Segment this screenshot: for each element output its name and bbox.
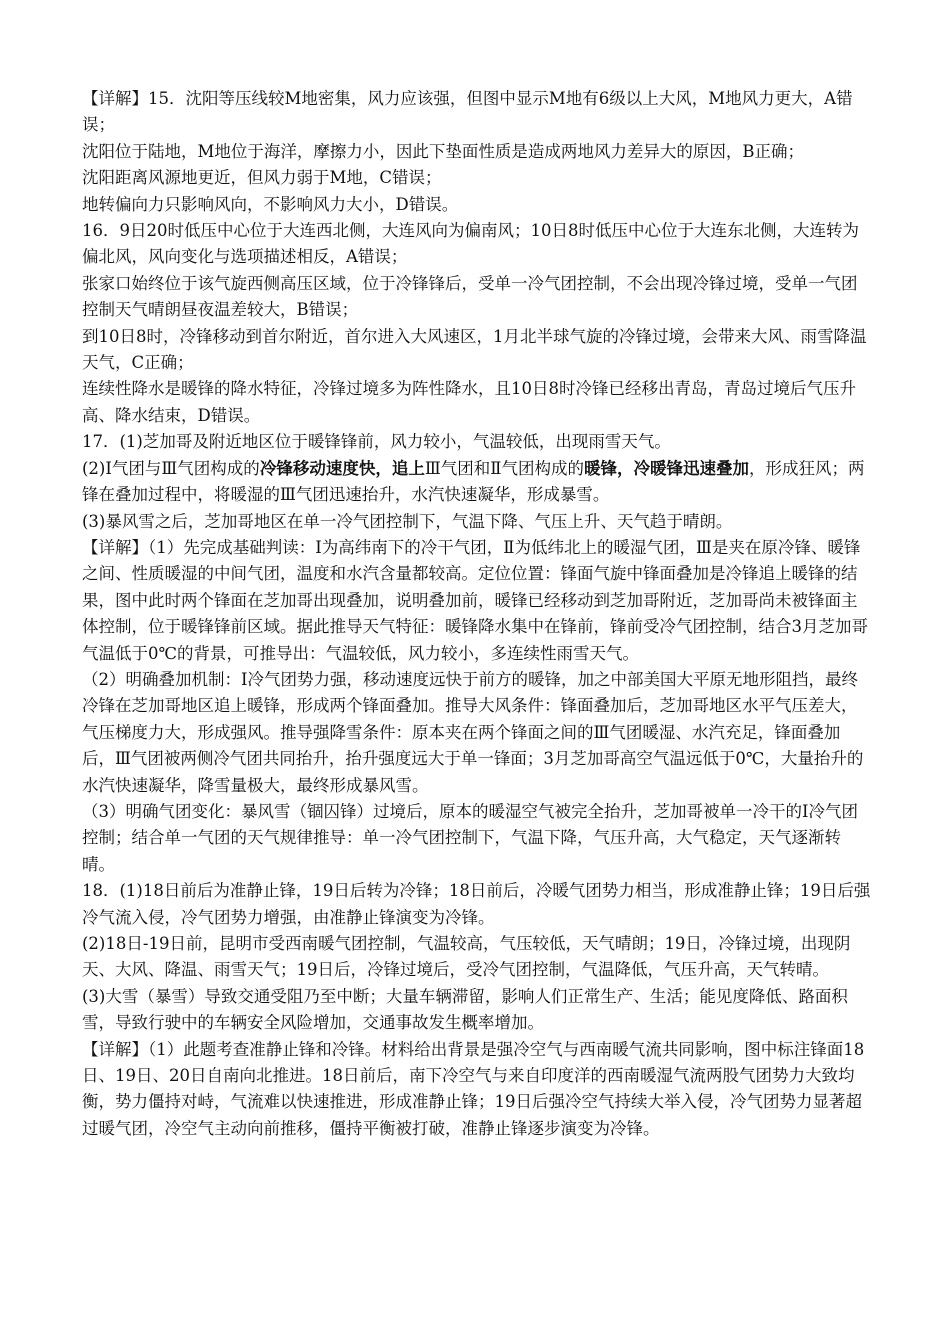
answer-15-explanation-c: 沈阳距离风源地更近，但风力弱于M地，C错误； <box>82 168 442 188</box>
answer-18-detail-1: 【详解】（1）此题考查准静止锋和冷锋。材料给出背景是强冷空气与西南暖气流共同影响，图中标注锋面18日、19日、20日自南向北推进。18日前后，南下冷空气与来自印度洋的西南暖湿气流两股气团势力大致均衡，势力僵持对峙，气流难以快速推进，形成准静止锋；19日后强冷空气持续大举入侵，冷气团势力显著超过暖气团，冷空气主动向前推移，僵持平衡被打破，准静止锋逐步演变为冷锋。 <box>82 1039 865 1138</box>
answer-17-part-2-bold: ， <box>616 458 634 478</box>
answer-17-part-3: (3)暴风雪之后，芝加哥地区在单一冷气团控制下，气温下降、气压上升、天气趋于晴朗。 <box>82 511 733 531</box>
answer-17-detail-2: （2）明确叠加机制：Ⅰ冷气团势力强，移动速度远快于前方的暖锋，加之中部美国大平原无地形阻挡，最终冷锋在芝加哥地区追上暖锋，形成两个锋面叠加。推导大风条件：锋面叠加后，芝加哥地区水平气压差大，气压梯度力大，形成强风。推导强降雪条件：原本夹在两个锋面之间的Ⅲ气团暖湿、水汽充足，锋面叠加后，Ⅲ气团被两侧冷气团共同抬升，抬升强度远大于单一锋面；3月芝加哥高空气温远低于0℃，大量抬升的水汽快速凝华，降雪量极大，最终形成暴风雪。 <box>82 669 864 795</box>
answer-18-part-1: 18．(1)18日前后为准静止锋，19日后转为冷锋；18日前后，冷暖气团势力相当，形成准静止锋；19日后强冷气流入侵，冷气团势力增强，由准静止锋演变为冷锋。 <box>82 881 871 927</box>
answer-17-part-2-bold: 冷暖锋迅速叠加 <box>633 458 749 478</box>
answer-15-explanation-b: 沈阳位于陆地，M地位于海洋，摩擦力小，因此下垫面性质是造成两地风力差异大的原因，B正确； <box>82 141 805 161</box>
answer-17-part-2-text: (2)Ⅰ气团与Ⅲ气团构成的 <box>82 458 260 478</box>
answer-17-detail-1: 【详解】（1）先完成基础判读：Ⅰ为高纬南下的冷干气团，Ⅱ为低纬北上的暖湿气团，Ⅲ是夹在原冷锋、暖锋之间、性质暖湿的中间气团，温度和水汽含量都较高。定位位置：锋面气旋中锋面叠加是冷锋追上暖锋的结果，图中此时两个锋面在芝加哥出现叠加，说明叠加前，暖锋已经移动到芝加哥附近，芝加哥尚未被锋面主体控制，位于暖锋锋前区域。据此推导天气特征：暖锋降水集中在锋前，锋前受冷气团控制，结合3月芝加哥气温低于0℃的背景，可推导出：气温较低，风力较小，多连续性雨雪天气。 <box>82 537 868 663</box>
answer-17-part-2-bold: 暖锋 <box>583 458 617 478</box>
answer-17-part-2 <box>82 456 872 509</box>
answer-15-explanation-d: 地转偏向力只影响风向，不影响风力大小，D错误。 <box>82 194 459 214</box>
answer-16-explanation-d: 连续性降水是暖锋的降水特征，冷锋过境多为阵性降水，且10日8时冷锋已经移出青岛，青岛过境后气压升高、降水结束，D错误。 <box>82 379 856 425</box>
answer-17-detail-3: （3）明确气团变化：暴风雪（锢囚锋）过境后，原本的暖湿空气被完全抬升，芝加哥被单一冷干的Ⅰ冷气团控制；结合单一气团的天气规律推导：单一冷气团控制下，气温下降，气压升高，大气稳定，天气逐渐转晴。 <box>82 801 859 874</box>
answer-16-explanation-c: 到10日8时，冷锋移动到首尔附近，首尔进入大风速区，1月北半球气旋的冷锋过境，会带来大风、雨雪降温天气，C正确； <box>82 326 867 373</box>
answer-17-part-2-text: Ⅲ气团和Ⅱ气团构成的 <box>424 458 584 478</box>
answer-18-part-3: (3)大雪（暴雪）导致交通受阻乃至中断；大量车辆滞留，影响人们正常生产、生活；能见度降低、路面积雪，导致行驶中的车辆安全风险增加，交通事故发生概率增加。 <box>82 986 848 1033</box>
answer-17-part-2-bold: 冷锋移动速度快 <box>259 458 376 478</box>
answer-16-explanation-a: 16．9日20时低压中心位于大连西北侧，大连风向为偏南风；10日8时低压中心位于大连东北侧，大连转为偏北风，风向变化与选项描述相反，A错误； <box>82 221 859 267</box>
answer-17-part-2-text: ，形成狂风；两锋在叠加过程中，将暖湿的Ⅲ气团迅速抬升，水汽快速凝华，形成暴雪。 <box>82 458 865 505</box>
answer-17-part-2-bold: 追上 <box>391 458 425 478</box>
answer-17-part-2-bold: ， <box>375 458 392 478</box>
answer-18-part-2: (2)18日-19日前，昆明市受西南暖气团控制，气温较高，气压较低，天气晴朗；19日，冷锋过境，出现阴天、大风、降温、雨雪天气；19日后，冷锋过境后，受冷气团控制，气温降低，气压升高，天气转晴。 <box>82 934 851 980</box>
answer-16-explanation-b: 张家口始终位于该气旋西侧高压区域，位于冷锋锋后，受单一冷气团控制，不会出现冷锋过境，受单一气团控制天气晴朗昼夜温差较大，B错误； <box>82 273 858 320</box>
answer-15-explanation-a: 【详解】15．沈阳等压线较M地密集，风力应该强，但图中显示M地有6级以上大风，M地风力更大，A错误； <box>82 89 853 135</box>
answer-17-part-1: 17．(1)芝加哥及附近地区位于暖锋锋前，风力较小，气温较低，出现雨雪天气。 <box>82 432 671 452</box>
document-page <box>82 86 872 1142</box>
